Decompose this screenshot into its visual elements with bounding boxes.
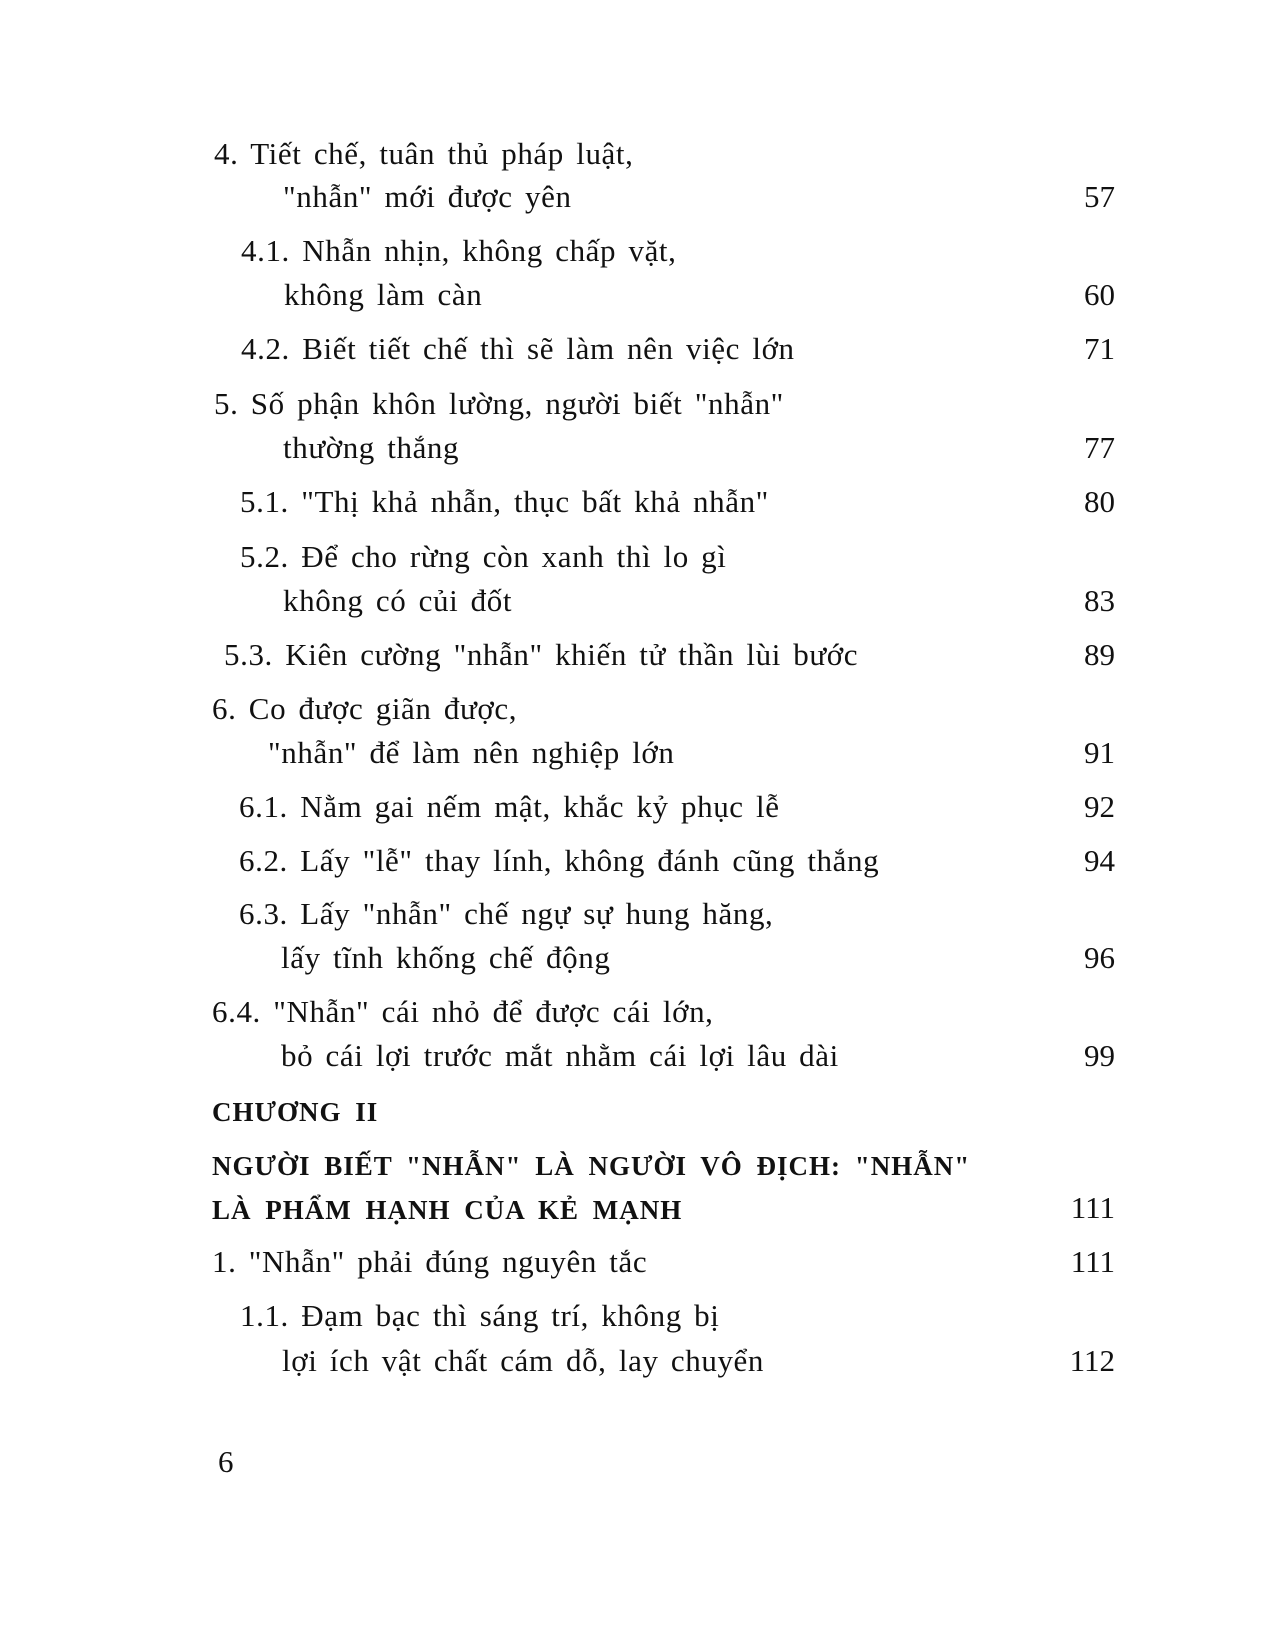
toc-entry-line: 6.1. Nằm gai nếm mật, khắc kỷ phục lễ <box>239 789 780 824</box>
toc-entry-line: thường thắng <box>283 430 460 465</box>
toc-page-number: 77 <box>1084 430 1115 465</box>
toc-entry-line: 1. "Nhẫn" phải đúng nguyên tắc <box>212 1244 648 1279</box>
toc-entry-line: bỏ cái lợi trước mắt nhằm cái lợi lâu dài <box>281 1038 839 1073</box>
toc-page-number: 111 <box>1070 1190 1115 1225</box>
toc-page-number: 111 <box>1070 1244 1115 1279</box>
chapter-title-line: LÀ PHẨM HẠNH CỦA KẺ MẠNH <box>212 1195 683 1225</box>
toc-page-number: 91 <box>1084 735 1115 770</box>
toc-entry-line: 5.2. Để cho rừng còn xanh thì lo gì <box>240 539 727 574</box>
toc-entry-line: 1.1. Đạm bạc thì sáng trí, không bị <box>240 1298 720 1333</box>
toc-page-number: 57 <box>1084 179 1115 214</box>
toc-entry-line: 6.4. "Nhẫn" cái nhỏ để được cái lớn, <box>212 994 714 1029</box>
toc-entry-line: 5. Số phận khôn lường, người biết "nhẫn" <box>214 386 784 421</box>
toc-entry-line: 4. Tiết chế, tuân thủ pháp luật, <box>214 136 634 171</box>
toc-page-number: 60 <box>1084 277 1115 312</box>
toc-entry-line: lợi ích vật chất cám dỗ, lay chuyển <box>282 1343 765 1378</box>
toc-entry-line: "nhẫn" để làm nên nghiệp lớn <box>268 735 675 770</box>
toc-page-number: 80 <box>1084 484 1115 519</box>
toc-entry-line: 4.2. Biết tiết chế thì sẽ làm nên việc lớn <box>241 331 795 366</box>
toc-entry-line: 5.3. Kiên cường "nhẫn" khiến tử thần lùi bước <box>224 637 859 672</box>
toc-page-number: 71 <box>1084 331 1115 366</box>
toc-entry-line: không làm càn <box>284 277 483 312</box>
toc-entry-line: 4.1. Nhẫn nhịn, không chấp vặt, <box>241 233 677 268</box>
toc-entry-line: 5.1. "Thị khả nhẫn, thục bất khả nhẫn" <box>240 484 769 519</box>
toc-page-number: 83 <box>1084 583 1115 618</box>
toc-entry-line: 6. Co được giãn được, <box>212 691 518 726</box>
toc-page-number: 96 <box>1084 940 1115 975</box>
toc-page-number: 94 <box>1084 843 1115 878</box>
toc-entry-line: 6.3. Lấy "nhẫn" chế ngự sự hung hăng, <box>239 896 774 931</box>
toc-page-number: 92 <box>1084 789 1115 824</box>
toc-entry-line: "nhẫn" mới được yên <box>283 179 572 214</box>
page-number-footer: 6 <box>218 1444 234 1479</box>
toc-entry-line: 6.2. Lấy "lễ" thay lính, không đánh cũng thắng <box>239 843 880 878</box>
toc-entry-line: lấy tĩnh khống chế động <box>281 940 611 975</box>
chapter-title-line: NGƯỜI BIẾT "NHẪN" LÀ NGƯỜI VÔ ĐỊCH: "NHẪN" <box>212 1151 971 1181</box>
toc-page-number: 89 <box>1084 637 1115 672</box>
toc-entry-line: không có củi đốt <box>283 583 513 618</box>
toc-page-number: 112 <box>1069 1343 1115 1378</box>
chapter-label: CHƯƠNG II <box>212 1097 379 1127</box>
toc-page-number: 99 <box>1084 1038 1115 1073</box>
